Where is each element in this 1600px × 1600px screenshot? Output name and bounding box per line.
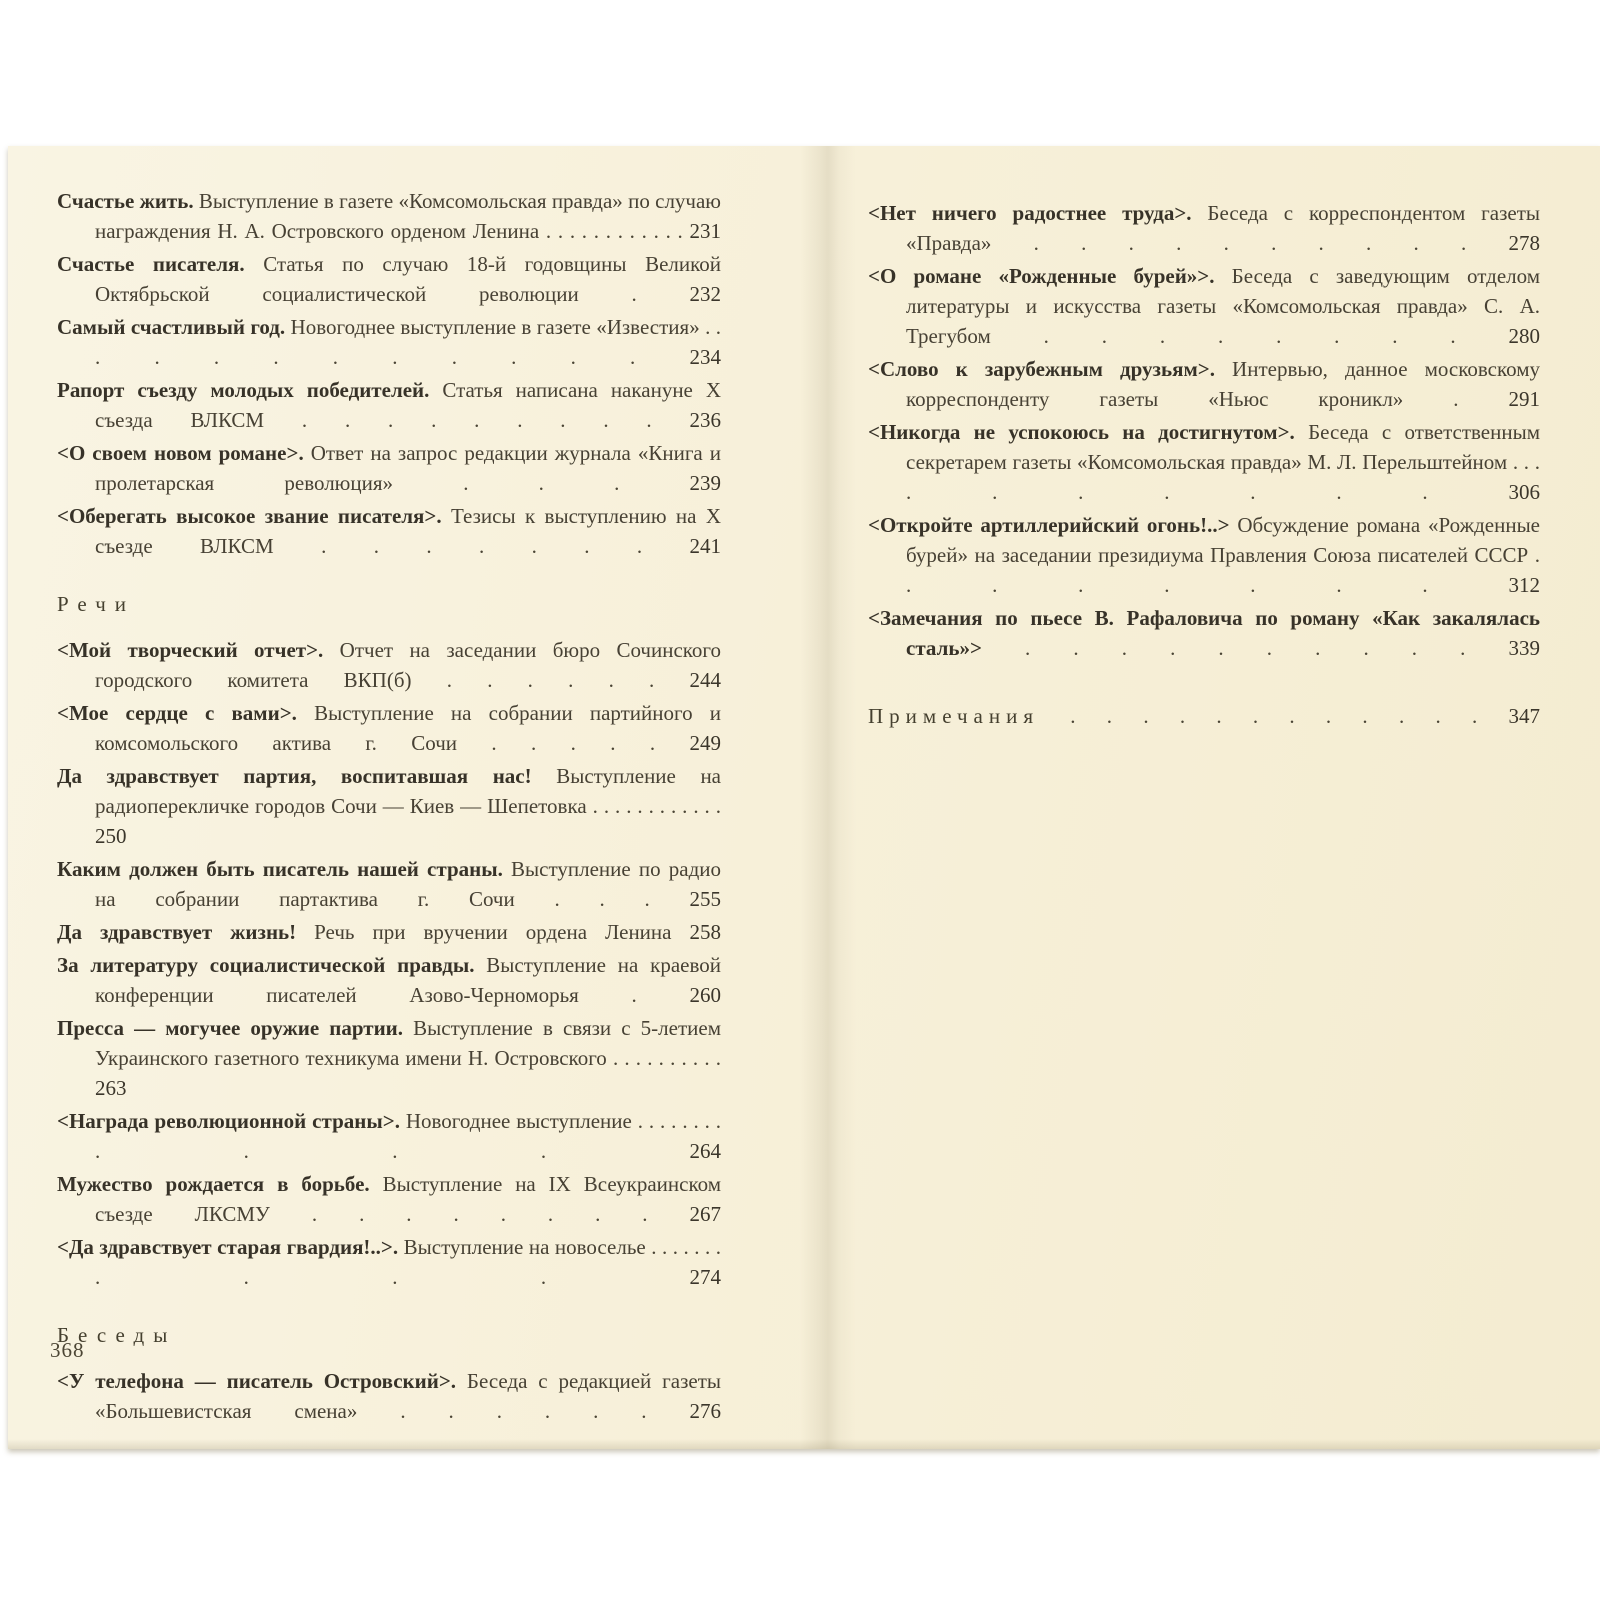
toc-entry — [57, 1169, 721, 1229]
entry-desc: Речь при вручении ордена Ленина — [296, 920, 672, 944]
dot-leader: . . . . . . . . . . . . — [539, 219, 690, 243]
entry-page: 306 — [1508, 480, 1540, 504]
toc-entry — [57, 375, 721, 435]
entry-page: 239 — [689, 471, 722, 495]
toc-entry — [57, 312, 721, 372]
entry-page: 339 — [1508, 636, 1540, 660]
dot-leader: . . . . . . . . — [990, 324, 1509, 348]
toc-entry — [57, 1366, 721, 1426]
page-gutter — [800, 146, 856, 1449]
dot-leader — [671, 920, 689, 944]
entry-page: 241 — [689, 534, 722, 558]
entry-title: Рапорт съезду молодых победителей. — [57, 378, 430, 402]
toc-column-right — [868, 198, 1540, 734]
toc-entry — [57, 917, 721, 947]
entry-desc: Статья по случаю 18-й годовщины Великой Октябрьской социалистической революции — [95, 252, 721, 306]
entry-page: 347 — [1508, 704, 1540, 728]
entry-desc: Отчет на заседании бюро Сочинского городского комитета ВКП(б) — [95, 638, 721, 692]
entry-desc: Выступление в связи с 5-летием Украинского газетного техникума имени Н. Островского — [95, 1016, 722, 1070]
entry-title: Каким должен быть писатель нашей страны. — [57, 857, 503, 881]
entry-page: 291 — [1508, 387, 1540, 411]
entry-title: <Слово к зарубежным друзьям>. — [868, 357, 1215, 381]
entry-title: <О романе «Рожденные бурей»>. — [868, 264, 1215, 288]
entry-desc: Беседа с ответственным секретарем газеты «Комсомольская правда» М. Л. Перельштейном — [906, 420, 1540, 474]
toc-entry — [868, 701, 1540, 731]
entry-title: <У телефона — писатель Островский>. — [57, 1369, 457, 1393]
entry-page: 263 — [95, 1076, 127, 1100]
entry-page: 232 — [689, 282, 721, 306]
entry-page: 274 — [689, 1265, 721, 1289]
entry-title: <Мой творческий отчет>. — [57, 638, 324, 662]
toc-entry — [868, 354, 1540, 414]
dot-leader: . . . . . . . . — [269, 1202, 690, 1226]
entry-page: 249 — [689, 731, 721, 755]
dot-leader: . . . . . . . . . . . . — [1039, 704, 1509, 728]
entry-page: 250 — [95, 824, 127, 848]
book-page-spread — [8, 146, 1600, 1449]
entry-page: 280 — [1508, 324, 1540, 348]
toc-entry — [868, 603, 1540, 663]
entry-desc: Выступление на краевой конференции писателей Азово-Черноморья — [95, 953, 721, 1007]
entry-desc: Обсуждение романа «Рожденные бурей» на заседании президиума Правления Союза писателей СССР — [906, 513, 1540, 567]
entry-page: 278 — [1508, 231, 1540, 255]
dot-leader: . . . . . . . . . . . . — [586, 794, 722, 818]
toc-entry — [57, 438, 721, 498]
entry-title: Счастье писателя. — [57, 252, 245, 276]
entry-title: <Награда революционной страны>. — [57, 1109, 400, 1133]
entry-desc: Выступление на IX Всеукраинском съезде ЛКСМУ — [95, 1172, 721, 1226]
entry-page: 312 — [1508, 573, 1540, 597]
dot-leader: . . . . . . . . . . . — [95, 1235, 722, 1289]
section-header: Речи — [57, 592, 135, 616]
dot-leader: . . . — [514, 887, 690, 911]
entry-title: <О своем новом романе>. — [57, 441, 304, 465]
toc-entry — [868, 510, 1540, 600]
entry-desc: Тезисы к выступлению на X съезде ВЛКСМ — [95, 504, 721, 558]
toc-entry — [868, 417, 1540, 507]
entry-title: За литературу социалистической правды. — [57, 953, 475, 977]
entry-desc: Выступление на новоселье — [398, 1235, 646, 1259]
entry-desc: Интервью, данное московскому корреспонденту газеты «Ньюс кроникл» — [906, 357, 1540, 411]
entry-title: Счастье жить. — [57, 189, 194, 213]
page-bottom-edge — [8, 1439, 1600, 1449]
entry-page: 267 — [689, 1202, 722, 1226]
entry-desc: Выступление на собрании партийного и комсомольского актива г. Сочи — [95, 701, 721, 755]
entry-title: <Замечания по пьесе В. Рафаловича по роману «Как закалялась сталь»> — [868, 606, 1540, 660]
entry-title: Мужество рождается в борьбе. — [57, 1172, 370, 1196]
dot-leader: . — [578, 983, 690, 1007]
entry-page: 255 — [689, 887, 721, 911]
entry-page: 244 — [689, 668, 721, 692]
entry-page: 276 — [689, 1399, 722, 1423]
dot-leader: . . . . . . . . . . — [991, 231, 1509, 255]
entry-title: <Оберегать высокое звание писателя>. — [57, 504, 442, 528]
toc-entry — [868, 261, 1540, 351]
toc-entry — [57, 1013, 721, 1103]
page-folio-number: 368 — [50, 1338, 85, 1362]
toc-entry — [57, 698, 721, 758]
dot-leader: . . . . . . . . . . — [906, 450, 1540, 504]
dot-leader: . . . . . — [457, 731, 690, 755]
dot-leader: . . . . . . . . . . . . — [95, 315, 722, 369]
entry-title: <Да здравствует старая гвардия!..>. — [57, 1235, 399, 1259]
toc-entry — [57, 635, 721, 695]
toc-entry — [57, 854, 721, 914]
toc-entry — [57, 501, 721, 561]
entry-title: <Нет ничего радостнее труда>. — [868, 201, 1192, 225]
dot-leader: . . . . . . — [357, 1399, 690, 1423]
dot-leader: . . . . . . . . . . . . — [95, 1109, 722, 1163]
entry-desc: Беседа с редакцией газеты «Большевистская смена» — [95, 1369, 721, 1423]
dot-leader: . . . . . . . . . . — [606, 1046, 721, 1070]
toc-entry — [57, 186, 721, 246]
entry-desc: Статья написана накануне X съезда ВЛКСМ — [95, 378, 721, 432]
toc-entry — [57, 950, 721, 1010]
entry-page: 260 — [689, 983, 721, 1007]
entry-title: Да здравствует жизнь! — [57, 920, 297, 944]
entry-title: <Мое сердце с вами>. — [57, 701, 297, 725]
entry-page: 231 — [689, 219, 722, 243]
entry-title: Примечания — [868, 704, 1040, 728]
entry-desc: Беседа с корреспондентом газеты «Правда» — [906, 201, 1540, 255]
entry-title: <Откройте артиллерийский огонь!..> — [868, 513, 1230, 537]
entry-title: Самый счастливый год. — [57, 315, 286, 339]
dot-leader: . . . — [393, 471, 690, 495]
entry-title: <Никогда не успокоюсь на достигнутом>. — [868, 420, 1295, 444]
dot-leader: . . . . . . . . . — [264, 408, 690, 432]
toc-entry — [57, 249, 721, 309]
toc-entry — [57, 761, 721, 851]
entry-page: 234 — [689, 345, 721, 369]
toc-column-left — [57, 186, 721, 1429]
entry-page: 264 — [689, 1139, 721, 1163]
entry-page: 258 — [689, 920, 721, 944]
dot-leader: . . . . . . . . . . — [981, 636, 1509, 660]
entry-desc: Ответ на запрос редакции журнала «Книга и пролетарская революция» — [95, 441, 721, 495]
entry-desc: Беседа с заведующим отделом литературы и искусства газеты «Комсомольская правда» С. А. Трегубом — [906, 264, 1541, 348]
dot-leader: . — [578, 282, 690, 306]
dot-leader: . . . . . . . — [273, 534, 690, 558]
entry-desc: Выступление по радио на собрании партактива г. Сочи — [95, 857, 721, 911]
section-header: Беседы — [57, 1323, 177, 1347]
entry-desc: Выступление на радиоперекличке городов Сочи — Киев — Шепетовка — [95, 764, 722, 818]
dot-leader: . — [1403, 387, 1509, 411]
dot-leader: . . . . . . — [411, 668, 690, 692]
entry-desc: Новогоднее выступление в газете «Известия» — [285, 315, 700, 339]
entry-title: Да здравствует партия, воспитавшая нас! — [57, 764, 532, 788]
entry-title: Пресса — могучее оружие партии. — [57, 1016, 404, 1040]
entry-page: 236 — [689, 408, 721, 432]
toc-entry — [57, 1232, 721, 1292]
entry-desc: Выступление в газете «Комсомольская правда» по случаю награждения Н. А. Островского орденом Ленина — [95, 189, 721, 243]
toc-entry — [57, 1106, 721, 1166]
toc-entry — [868, 198, 1540, 258]
dot-leader: . . . . . . . . — [906, 543, 1540, 597]
entry-desc: Новогоднее выступление — [399, 1109, 632, 1133]
